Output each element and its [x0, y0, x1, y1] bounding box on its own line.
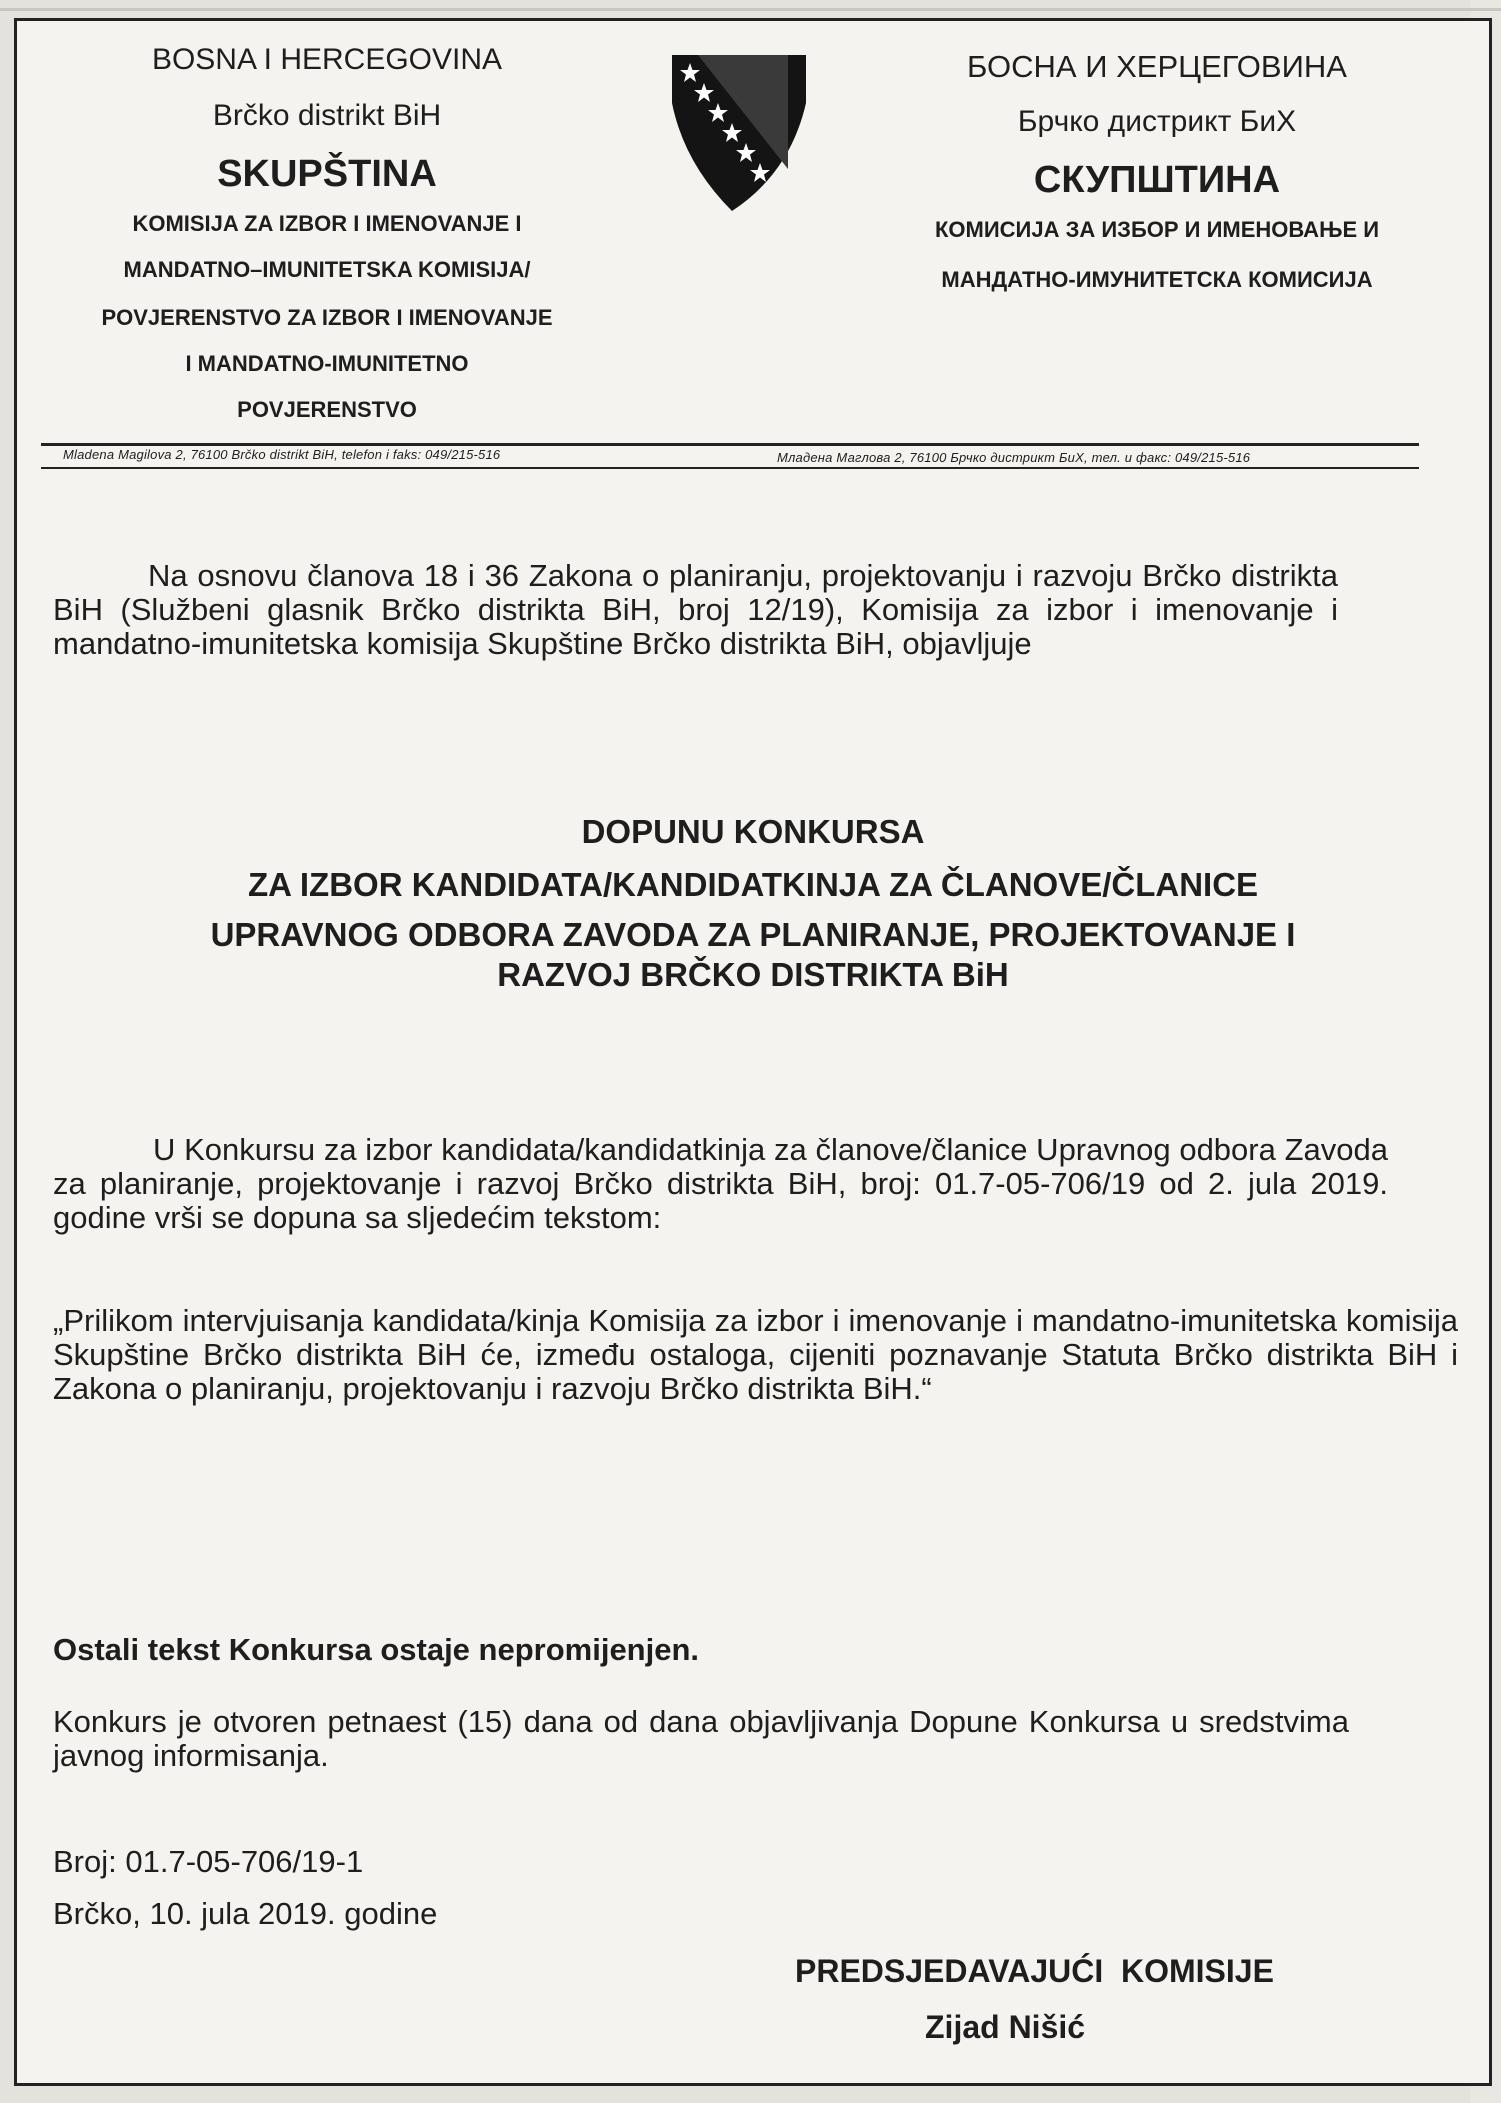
header-right-country: БОСНА И ХЕРЦЕГОВИНА: [967, 49, 1347, 84]
signature-role: PREDSJEDAVAJUĆI KOMISIJE: [795, 1953, 1274, 1989]
header-left-commission-line-4: I MANDATNO-IMUNITETNO: [185, 351, 469, 376]
open-period-paragraph: Konkurs je otvoren petnaest (15) dana od dana objavljivanja Dopune Konkursa u sredstvima javnog informisanja.: [53, 1704, 1349, 1773]
notice-title-line-4: RAZVOJ BRČKO DISTRIKTA BiH: [497, 956, 1009, 993]
header-right-district: Брчко дистрикт БиХ: [1017, 105, 1297, 138]
document-number: Broj: 01.7-05-706/19-1: [53, 1844, 364, 1879]
header-right-commission-line-2: МАНДАТНО-ИМУНИТЕТСКА КОМИСИЈА: [941, 267, 1373, 292]
header-left-commission-line-1: KOMISIJA ZA IZBOR I IMENOVANJE I: [132, 211, 522, 236]
header-left-district: Brčko distrikt BiH: [212, 99, 442, 132]
header-right-body: СКУПШТИНА: [1033, 159, 1281, 201]
notice-title-line-1: DOPUNU KONKURSA: [581, 813, 925, 850]
header-top-rule: [41, 443, 1419, 446]
place-and-date: Brčko, 10. jula 2019. godine: [53, 1896, 438, 1931]
amendment-quote: „Prilikom intervjuisanja kandidata/kinja Komisija za izbor i imenovanje i mandatno-imunitetska komisija Skupštine Brčko distrikta BiH će, između ostaloga, cijeniti poznavanje Statuta Brčko distrikta BiH i Zakona o planiranju, projektovanju i razvoju Brčko distrikta BiH.“: [53, 1303, 1458, 1406]
signature-name: Zijad Nišić: [925, 2009, 1086, 2045]
header-left-country: BOSNA I HERCEGOVINA: [151, 43, 503, 76]
header-left-commission-line-5: POVJERENSTVO: [237, 397, 417, 422]
header-left-address: Mladena Magilova 2, 76100 Brčko distrikt BiH, telefon i faks: 049/215-516: [63, 447, 501, 462]
public-notice: [14, 18, 1492, 2086]
header-left-commission-line-2: MANDATNO–IMUNITETSKA KOMISIJA/: [123, 257, 531, 282]
notice-title-line-3: UPRAVNOG ODBORA ZAVODA ZA PLANIRANJE, PROJEKTOVANJE I: [210, 916, 1296, 953]
header-bottom-rule: [41, 467, 1419, 469]
header-left-commission-line-3: POVJERENSTVO ZA IZBOR I IMENOVANJE: [101, 305, 553, 330]
unchanged-statement: Ostali tekst Konkursa ostaje nepromijenjen.: [53, 1632, 700, 1667]
intro-paragraph: Na osnovu članova 18 i 36 Zakona o planiranju, projektovanju i razvoju Brčko distrikta BiH (Službeni glasnik Brčko distrikta BiH, broj 12/19), Komisija za izbor i imenovanje i mandatno-imunitetska komisija Skupštine Brčko distrikta BiH, objavljuje: [53, 558, 1338, 661]
header-left-body: SKUPŠTINA: [217, 153, 437, 195]
background-newspaper-rule: [0, 8, 1501, 11]
amendment-paragraph: U Konkursu za izbor kandidata/kandidatkinja za članove/članice Upravnog odbora Zavoda za planiranje, projektovanje i razvoj Brčko distrikta BiH, broj: 01.7-05-706/19 od 2. jula 2019. godine vrši se dopuna sa sljedećim tekstom:: [53, 1132, 1388, 1235]
notice-title-line-2: ZA IZBOR KANDIDATA/KANDIDATKINJA ZA ČLANOVE/ČLANICE: [247, 866, 1259, 903]
header-right-address: Младена Маглова 2, 76100 Брчко дистрикт БиХ, тел. и факс: 049/215-516: [777, 450, 1251, 465]
coat-of-arms-icon: [670, 43, 808, 213]
header-right-commission-line-1: КОМИСИЈА ЗА ИЗБОР И ИМЕНОВАЊЕ И: [934, 217, 1380, 242]
